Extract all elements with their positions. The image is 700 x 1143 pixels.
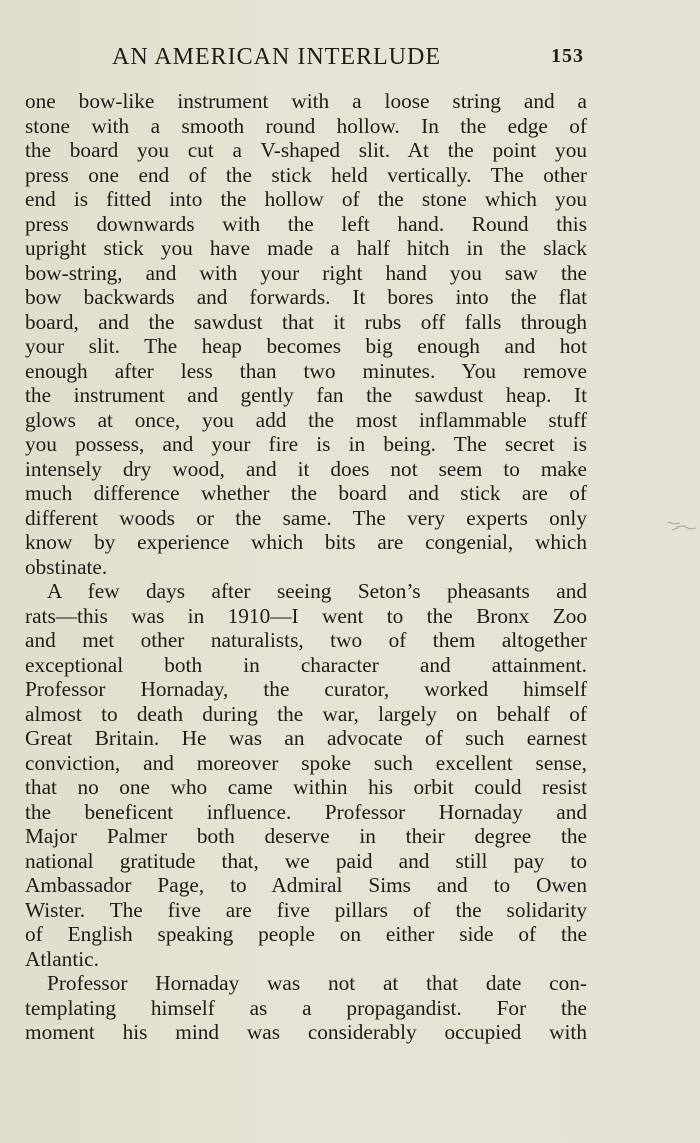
text-line: glows at once, you add the most inflammable stuff (25, 407, 587, 432)
text-line: Ambassador Page, to Admiral Sims and to Owen (25, 873, 587, 897)
text-line: conviction, and moreover spoke such excellent sense, (25, 750, 587, 775)
text-line: know by experience which bits are congenial, which (25, 530, 587, 554)
text-line: the board you cut a V-shaped slit. At the point you (25, 138, 587, 162)
text-line: end is fitted into the hollow of the stone which you (25, 187, 587, 211)
margin-smudge-icon (666, 518, 698, 534)
text-line: moment his mind was considerably occupied with (25, 1020, 587, 1044)
body-text (25, 89, 587, 1045)
paragraph-first-line: Professor Hornaday was not at that date con- (47, 971, 587, 995)
text-line: different woods or the same. The very experts only (25, 505, 587, 530)
text-line: stone with a smooth round hollow. In the edge of (25, 113, 587, 138)
text-line: press downwards with the left hand. Round this (25, 211, 587, 236)
text-line: enough after less than two minutes. You remove (25, 358, 587, 383)
text-line: Atlantic. (25, 946, 99, 971)
text-line: press one end of the stick held vertically. The other (25, 162, 587, 187)
text-line: templating himself as a propagandist. For the (25, 995, 587, 1020)
text-line: of English speaking people on either side of the (25, 922, 587, 946)
text-line: that no one who came within his orbit could resist (25, 775, 587, 799)
text-line: the beneficent influence. Professor Hornaday and (25, 799, 587, 824)
text-line: one bow-like instrument with a loose string and a (25, 89, 587, 113)
text-line: exceptional both in character and attainment. (25, 652, 587, 677)
text-line: the instrument and gently fan the sawdust heap. It (25, 383, 587, 407)
page-header (112, 44, 584, 74)
running-head: AN AMERICAN INTERLUDE (112, 44, 441, 70)
page-number: 153 (551, 45, 584, 67)
text-line: and met other naturalists, two of them altogether (25, 628, 587, 652)
text-line: Wister. The five are five pillars of the solidarity (25, 897, 587, 922)
text-line: bow backwards and forwards. It bores into the flat (25, 285, 587, 309)
text-line: your slit. The heap becomes big enough and hot (25, 334, 587, 358)
text-line: national gratitude that, we paid and still pay to (25, 848, 587, 873)
text-line: obstinate. (25, 554, 108, 579)
text-line: Great Britain. He was an advocate of such earnest (25, 726, 587, 750)
text-line: you possess, and your fire is in being. The secret is (25, 432, 587, 456)
text-line: intensely dry wood, and it does not seem to make (25, 456, 587, 481)
text-line: Professor Hornaday, the curator, worked himself (25, 677, 587, 701)
text-line: much difference whether the board and stick are of (25, 481, 587, 505)
text-line: almost to death during the war, largely on behalf of (25, 701, 587, 726)
text-line: upright stick you have made a half hitch in the slack (25, 236, 587, 260)
text-line: rats—this was in 1910—I went to the Bronx Zoo (25, 603, 587, 628)
text-line: bow-string, and with your right hand you saw the (25, 260, 587, 285)
paragraph-first-line: A few days after seeing Seton’s pheasants and (47, 579, 587, 603)
text-line: board, and the sawdust that it rubs off falls through (25, 309, 587, 334)
text-line: Major Palmer both deserve in their degree the (25, 824, 587, 848)
